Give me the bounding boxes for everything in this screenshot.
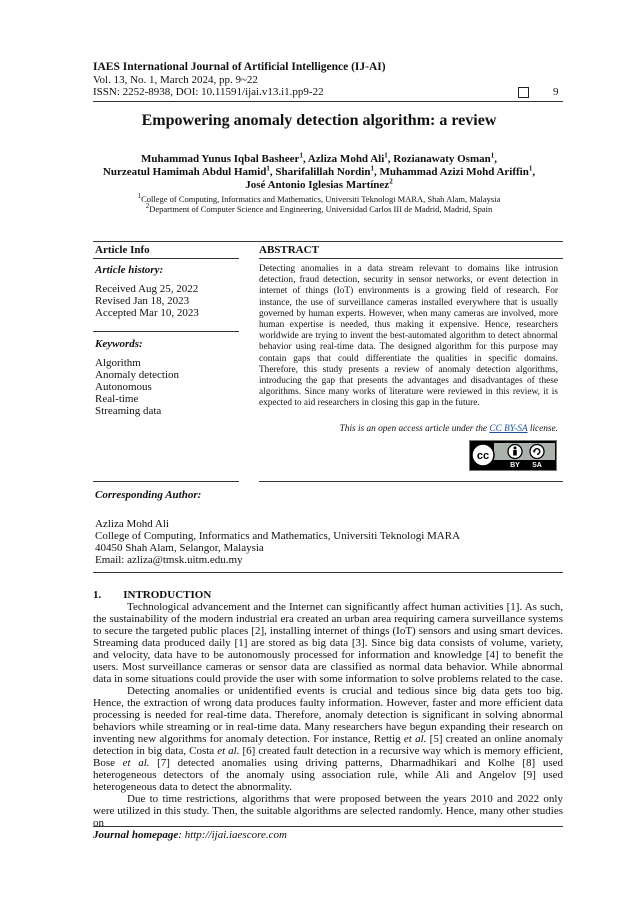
author-separator: , [373,166,380,178]
author-separator: , [269,166,276,178]
affiliation-line [60,194,578,204]
cc-by-sa-badge[interactable] [469,440,557,471]
author-line-1 [60,153,578,166]
author-separator: , [532,166,536,178]
license-link[interactable]: CC BY-SA [489,424,528,434]
text-run: Due to time restrictions, algorithms that were proposed between the years 2010 and 2022 only were utilized in this study. Then, the suitable algorithms are selected randomly. Hence, many other studies on [93,793,563,829]
keywords-bottom-rule [93,481,239,482]
abstract-text: Detecting anomalies in a data stream relevant to domains like intrusion detection, fraud detection, security in sensor networks, or event detection in internet of things (IoT) environments is a growing field of research. For instance, the use of surveillance cameras installed everywhere that is usually governed by human experts. However, when many cameras are involved, more human expertise is needed, thus making it expensive. Hence, researchers worldwide are trying to invent the best-automated algorithm to detect abnormal behavior using real-time data. The designed algorithm for this purpose may contain gaps that could differentiate the qualities in specific domains. Therefore, this study presents a review of anomaly detection algorithms, introducing the gap that presents the advantages and disadvantages of these algorithms. Since many works of literature were reviewed in this review, it is expected to aid researchers in closing this gap in the future. [259,264,558,409]
author-name: José Antonio Iglesias Martínez [245,179,390,191]
article-info-rule [93,258,239,259]
body-paragraph [93,793,563,829]
introduction-body [93,601,563,829]
corresponding-author-address: 40450 Shah Alam, Selangor, Malaysia [95,542,264,554]
affiliation-mark: 1 [137,192,142,201]
author-separator: , [302,153,308,165]
article-history-heading: Article history: [95,264,164,276]
affiliation-text: Department of Computer Science and Engineering, Universidad Carlos III de Madrid, Madrid, Spain [149,204,493,214]
keyword-item: Real-time [95,393,139,405]
keyword-item: Autonomous [95,381,152,393]
section-heading [93,589,211,601]
license-suffix: license. [527,424,558,434]
body-paragraph [93,685,563,793]
history-received: Received Aug 25, 2022 [95,283,199,295]
info-top-rule [93,241,563,242]
affiliation-line [60,204,578,214]
corresponding-author-heading: Corresponding Author: [95,489,202,501]
author-affil-mark: 2 [389,177,393,186]
cc-icon [472,444,494,466]
author-affil-mark: 1 [384,151,388,160]
text-run: [7] detected anomalies using driving patterns, Dharmadhikari and Kolhe [8] used heterogeneous detectors of the anomaly using association rule, while Ali and Angelov [9] used heterogeneous data to detect the abnormality. [93,757,564,793]
corresponding-author-details [95,518,460,566]
share-alike-icon [530,445,544,459]
homepage-url[interactable]: http://ijai.iaescore.com [184,829,287,841]
italic-run: et al. [217,745,240,757]
homepage-label: Journal homepage [93,829,179,841]
section-number: 1. [93,589,102,601]
keyword-item: Algorithm [95,357,141,369]
cc-badge-graphic [470,441,556,470]
keywords-heading: Keywords: [95,338,143,350]
author-name: Sharifalillah Nordin [275,166,371,178]
history-rule [93,331,239,332]
article-info-heading: Article Info [95,244,150,256]
square-icon [518,87,529,98]
author-affil-mark: 1 [266,164,270,173]
journal-homepage [93,829,287,841]
corresponding-bottom-rule [93,572,563,573]
badge-sa-label: SA [532,462,542,469]
author-affil-mark: 1 [490,151,495,160]
page-number: 9 [553,86,559,98]
abstract-heading: ABSTRACT [259,244,319,256]
history-accepted: Accepted Mar 10, 2023 [95,307,199,319]
keyword-item: Anomaly detection [95,369,180,381]
journal-name: IAES International Journal of Artificial Intelligence (IJ-AI) [93,61,386,73]
homepage-separator: : [178,829,185,841]
history-revised: Revised Jan 18, 2023 [95,295,190,307]
cc-icon-text: cc [476,450,490,462]
author-name: Nurzeatul Hamimah Abdul Hamid [102,166,267,178]
affiliations [60,194,578,214]
badge-by-label: BY [510,462,520,469]
section-title: INTRODUCTION [123,589,212,601]
license-prefix: This is an open access article under the [339,424,490,434]
keyword-list [95,357,179,417]
author-line-3 [60,179,578,192]
text-run: [5] created an online anomaly detection in big data, Costa [93,733,563,757]
italic-run: et al. [122,757,150,769]
author-affil-mark: 1 [299,151,303,160]
author-list [60,153,578,192]
body-paragraph [93,601,563,685]
author-name: Muhammad Azizi Mohd Ariffin [379,166,529,178]
keyword-item: Streaming data [95,405,162,417]
author-separator: , [387,153,394,165]
text-run: [6] created fault detection in a recursive way which is memory efficient, Bose [93,745,563,769]
text-run: Technological advancement and the Internet can significantly affect human activities [1]. As such, the sustainability of the modern industrial era created an urban area requiring camera surveillance systems to secure the targeted public places [2], installing internet of things (IoT) sensors and using smart devices. Streaming data produced daily [1] are stored as big data [3]. Since big data consists of volume, variety, and velocity, data have to be autonomously processed for information and knowledge [4] to benefit the users. Most surveillance cameras or sensor data are classified as normal data behavior. While abnormal data in some situations could provide the user with some information to solve problems related to the case. [93,601,563,685]
author-line-2 [60,166,578,179]
volume-line: Vol. 13, No. 1, March 2024, pp. 9~22 [93,74,258,86]
paper-title: Empowering anomaly detection algorithm: a review [141,112,497,129]
text-run: Detecting anomalies or unidentified events is crucial and tedious since big data gets too big. Hence, the extraction of wrong data produces faulty information. However, faster and more efficient data processing is needed for real-time data. Therefore, anomaly detection is significant in solving abnormal behaviors while streaming or in real-time data. Many researchers have begun expanding their research on inventing new algorithms for anomaly detection. For instance, Rettig [93,685,563,745]
article-history-list [95,283,199,319]
author-affil-mark: 1 [528,164,533,173]
author-name: Rozianawaty Osman [393,153,491,165]
open-access-statement [259,424,558,434]
italic-run: et al. [403,733,427,745]
abstract-bottom-rule [259,481,563,482]
corresponding-author-email: Email: azliza@tmsk.uitm.edu.my [95,554,243,566]
affiliation-mark: 2 [145,202,150,211]
attribution-person-icon [508,445,522,459]
author-name: Muhammad Yunus Iqbal Basheer [141,153,300,165]
author-name: Azliza Mohd Ali [307,153,385,165]
corresponding-author-affiliation: College of Computing, Informatics and Mathematics, Universiti Teknologi MARA [95,530,461,542]
abstract-rule [259,258,563,259]
corresponding-author-name: Azliza Mohd Ali [95,518,169,530]
author-separator: , [494,153,497,165]
issn-doi-line: ISSN: 2252-8938, DOI: 10.11591/ijai.v13.i1.pp9-22 [93,86,324,98]
affiliation-text: College of Computing, Informatics and Mathematics, Universiti Teknologi MARA, Shah Alam, Malaysia [141,194,501,204]
author-affil-mark: 1 [370,164,374,173]
footer-rule [93,826,563,827]
header-rule [93,101,563,102]
